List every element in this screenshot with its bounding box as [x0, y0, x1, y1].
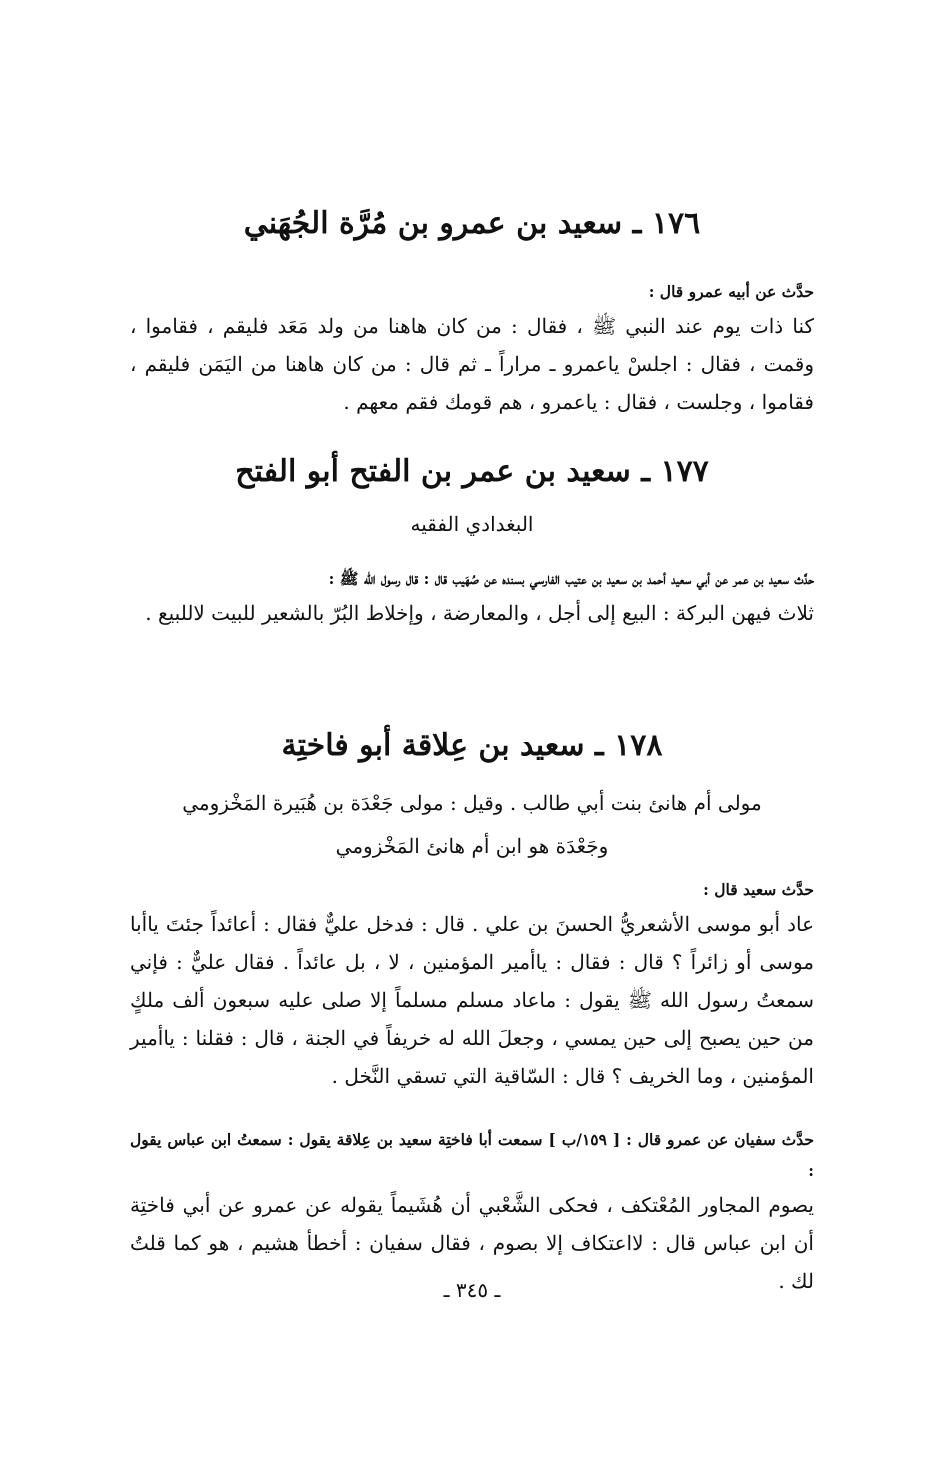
entry-title-178: ١٧٨ ـ سعيد بن عِلاقة أبو فاختِة — [281, 728, 663, 763]
isnad-text: حدَّث سعيد قال : — [703, 880, 814, 899]
entry-178-subtitle-line-1: مولى أم هانئ بنت أبي طالب . وقيل : مولى جَعْدَة بن هُبَيرة المَخْزومي — [182, 791, 762, 815]
entry-177-content — [130, 563, 814, 632]
entry-178-subtitle-line-2: وجَعْدَة هو ابن أم هانئ المَخْزومي — [335, 834, 609, 858]
entry-title-176: ١٧٦ ـ سعيد بن عمرو بن مُرَّة الجُهَني — [243, 206, 701, 241]
isnad-text: حدَّث سفيان عن عمرو قال : [ ١٥٩/ب ] سمعت أبا فاختِة سعيد بن عِلاقة يقول : سمعتُ ابن عباس يقول : — [130, 1130, 814, 1180]
hadith-text: ثلاث فيهن البركة : البيع إلى أجل ، والمعارضة ، وإخلاط البُرّ بالشعير للبيت لاللبيع . — [145, 601, 814, 625]
entry-176-content — [130, 276, 814, 421]
hadith-text: يصوم المجاور المُعْتكف ، فحكى الشَّعْبي أن هُشَيماً يقوله عن عمرو عن أبي فاختِة أن ابن عباس قال : لااعتكاف إلا بصوم ، فقال سفيان : أخطأ هشيم ، هو كما قلتُ لك . — [130, 1193, 814, 1293]
entry-178-content — [130, 874, 814, 1095]
isnad-text: حدَّث سعيد بن عمر عن أبي سعيد أحمد بن سعيد بن عتيب الفارسي بسنده عن صُهَيب قال : قال رسول الله ﷺ : — [328, 569, 814, 588]
hadith-text: عاد أبو موسى الأشعريُّ الحسنَ بن علي . قال : فدخل عليٌّ فقال : أعائداً جئتَ ياأبا موسى أو زائراً ؟ قال : فقال : ياأمير المؤمنين ، لا ، بل عائداً . فقال عليٌّ : فإني سمعتُ رسول الله ﷺ يقول : ماعاد مسلم مسلماً إلا صلى عليه سبعون ألف ملكٍ من حين يصبح إلى حين يمسي ، وجعلَ الله له خريفاً في الجنة ، قال : فقلنا : ياأمير المؤمنين ، وما الخريف ؟ قال : السّاقية التي تسقي النَّخل . — [130, 912, 814, 1088]
isnad-text: حدَّث عن أبيه عمرو قال : — [648, 282, 814, 301]
entry-title-177: ١٧٧ ـ سعيد بن عمر بن الفتح أبو الفتح — [235, 454, 709, 489]
hadith-text: كنا ذات يوم عند النبي ﷺ ، فقال : من كان هاهنا من ولد مَعَد فليقم ، فقاموا ، وقمت ، فقال : اجلسْ ياعمرو ـ مراراً ـ ثم قال : من كان هاهنا من اليَمَن فليقم ، فقاموا ، وجلست ، فقال : ياعمرو ، هم قومك فقم معهم . — [130, 314, 814, 414]
entry-177-subtitle: البغدادي الفقيه — [410, 512, 534, 536]
entry-178-content-2 — [130, 1124, 814, 1300]
page-number: ـ ٣٤٥ ـ — [443, 1278, 501, 1302]
